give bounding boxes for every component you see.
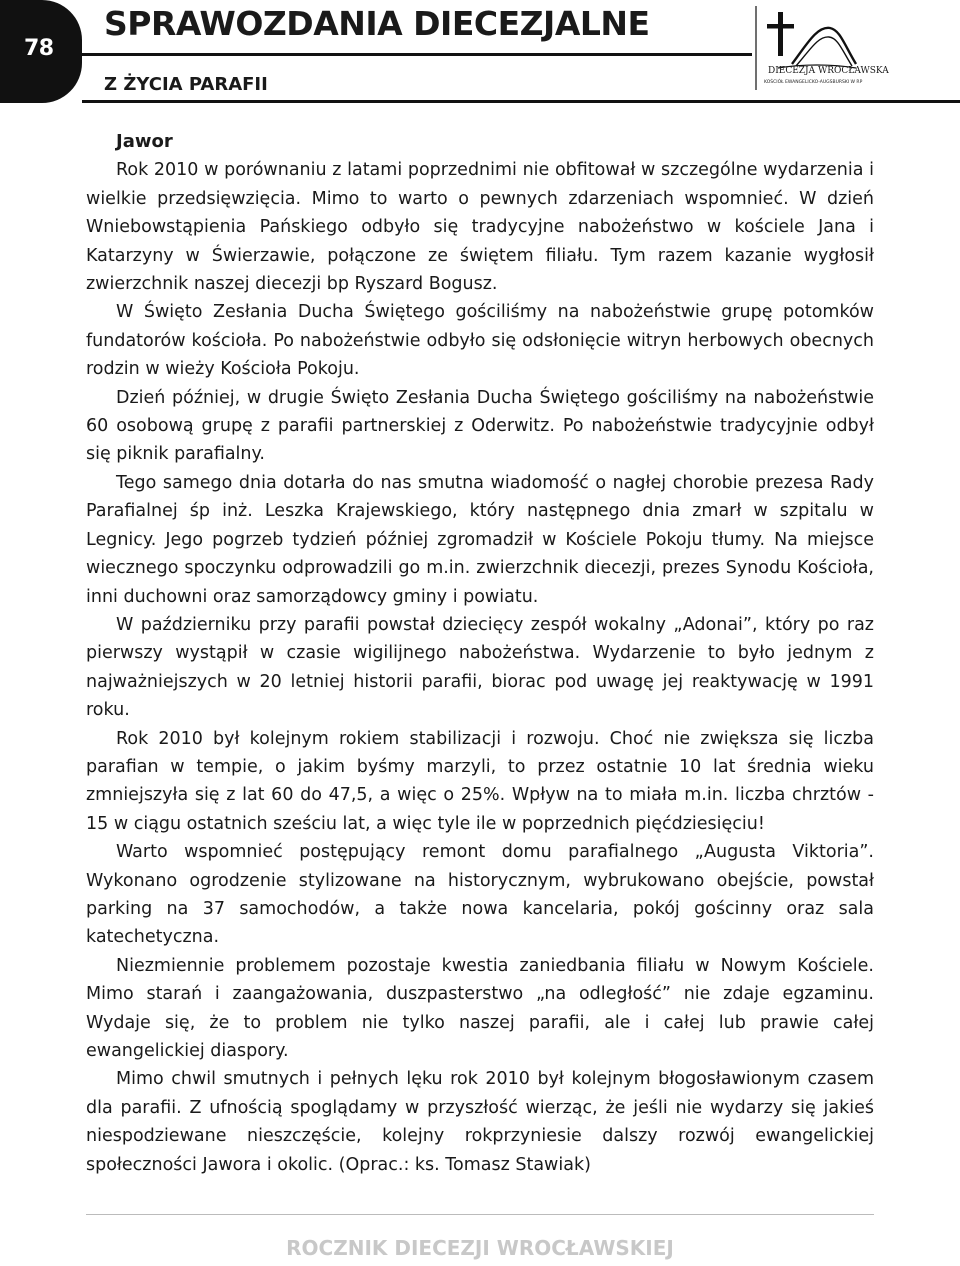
page-number: 78 [24, 36, 54, 61]
header-divider [82, 53, 752, 56]
article-paragraph: Dzień później, w drugie Święto Zesłania Ducha Świętego gościliśmy na nabożeństwie 60 osobową grupę z parafii partnerskiej z Oderwitz. Po nabożeństwie tradycyjnie odbył się piknik parafialny. [86, 387, 874, 465]
page-number-tab [0, 0, 82, 103]
article-paragraph: Rok 2010 był kolejnym rokiem stabilizacji i rozwoju. Choć nie zwiększa się liczba parafian w tempie, o jakim byśmy marzyli, to przez ostatnie 10 lat średnia wieku zmniejszyła się z lat 60 do 47,5, a więc o 25%. Wpływ na to miała m.in. liczba chrztów - 15 w ciągu ostatnich sześciu lat, a więc tyle ile w poprzednich pięćdziesięciu! [86, 728, 874, 834]
header-bottom-divider [82, 100, 960, 103]
logo-text-church: KOŚCIÓŁ EWANGELICKO-AUGSBURSKI W RP [764, 80, 863, 85]
section-header-title: SPRAWOZDANIA DIECEZJALNE [104, 4, 650, 43]
article-paragraph: W październiku przy parafii powstał dziecięcy zespół wokalny „Adonai”, który po raz pierwszy wystąpił w czasie wigilijnego nabożeństwa. Wydarzenie to było jednym z najważniejszych w 20 letniej historii parafii, biorac pod uwagę jej reaktywację w 1991 roku. [86, 614, 874, 721]
article-paragraph: Rok 2010 w porównaniu z latami poprzednimi nie obfitował w szczególne wydarzenia i wielkie przedsięwzięcia. Mimo to warto o pewnych zdarzeniach wspomnieć. W dzień Wniebowstąpienia Pańskiego odbyło się tradycyjne nabożeństwo w kościele Jana i Katarzyny w Świerzawie, połączone ze świętem filiału. Tym razem kazanie wygłosił zwierzchnik naszej diecezji bp Ryszard Bogusz. [86, 160, 874, 295]
article-paragraph: Niezmiennie problemem pozostaje kwestia zaniedbania filiału w Nowym Kościele. Mimo starań i zaangażowania, duszpasterstwo „na odległość” nie zdaje egzaminu. Wydaje się, że to problem nie tylko naszej parafii, ale i całej lub prawie całej ewangelickiej diaspory. [86, 955, 874, 1061]
section-header-subtitle: Z ŻYCIA PARAFII [104, 74, 268, 95]
article-paragraph: Mimo chwil smutnych i pełnych lęku rok 2010 był kolejnym błogosławionym czasem dla parafii. Z ufnością spoglądamy w przyszłość wierząc, że jeśli nie wydarzy się jakieś niespodziewane nieszczęście, kolejny rokprzyniesie dalszy rozwój ewangelickiej społeczności Jawora i okolic. (Oprac.: ks. Tomasz Stawiak) [86, 1069, 874, 1175]
article-paragraph: Warto wspomnieć postępujący remont domu parafialnego „Augusta Viktoria”. Wykonano ogrodzenie stylizowane na historycznym, wybrukowano obejście, powstał parking na 37 samochodów, a także nowa kancelaria, pokój gościnny oraz sala katechetyczna. [86, 842, 874, 948]
article-title: Jawor [116, 131, 173, 152]
article-paragraph: Tego samego dnia dotarła do nas smutna wiadomość o nagłej chorobie prezesa Rady Parafialnej śp inż. Leszka Krajewskiego, który następnego dnia zmarł w szpitalu w Legnicy. Jego pogrzeb tydzień później zgromadził w Kościele Pokoju tłumy. Na miejsce wiecznego spoczynku odprowadzili go m.in. zwierzchnik diecezji, prezes Synodu Kościoła, inni duchowni oraz samorządowcy gminy i powiatu. [86, 472, 874, 607]
diocese-logo-icon [752, 4, 862, 90]
logo-text-diocese: DIECEZJA WROCŁAWSKA [768, 66, 889, 76]
footer-publication-name: ROCZNIK DIECEZJI WROCŁAWSKIEJ [286, 1236, 674, 1260]
footer-divider [86, 1214, 874, 1215]
article-body [86, 128, 874, 1179]
article-paragraph: W Święto Zesłania Ducha Świętego gościliśmy na nabożeństwie grupę potomków fundatorów kościoła. Po nabożeństwie odbyło się odsłonięcie witryn herbowych obecnych rodzin w wieży Kościoła Pokoju. [86, 302, 874, 380]
